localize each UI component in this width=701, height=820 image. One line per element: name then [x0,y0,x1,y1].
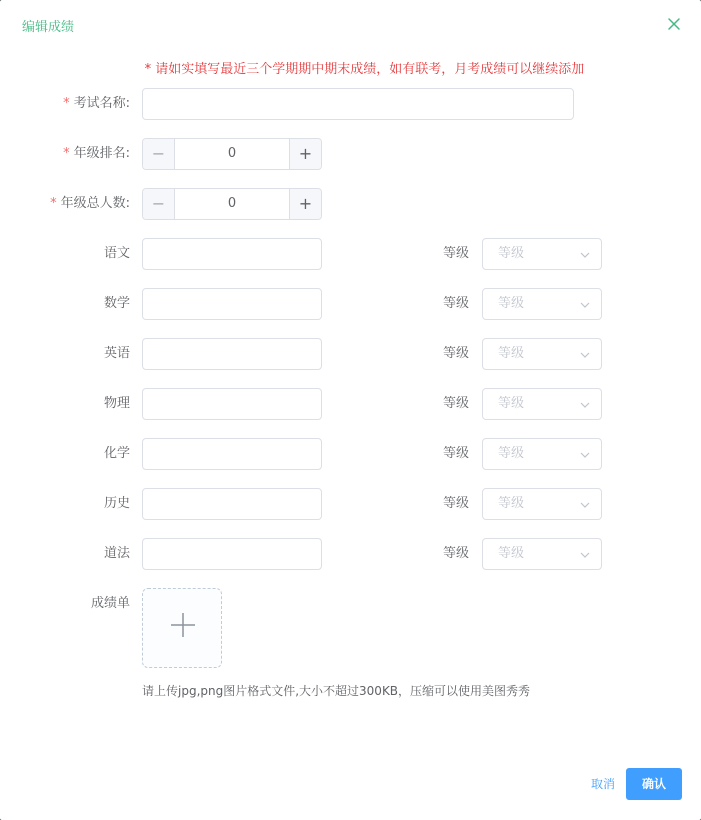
grade-level-label: 等级 [442,546,469,561]
dialog-title: 编辑成绩 [22,20,75,35]
grade-level-label: 等级 [442,346,469,361]
subject-label: 化学 [103,446,130,461]
subject-label: 英语 [103,346,130,361]
grade-level-select[interactable] [482,238,602,270]
subject-score-input[interactable] [142,288,322,320]
subject-score-input[interactable] [142,238,322,270]
grade-total-decrease-button[interactable]: − [143,189,175,219]
grade-level-placeholder: 等级 [498,396,525,411]
subject-score-input[interactable] [142,538,322,570]
grade-rank-label-text: 年级排名: [73,146,130,161]
subject-score-input[interactable] [142,388,322,420]
subject-row [0,338,701,370]
grade-level-placeholder: 等级 [498,346,525,361]
grade-total-row [0,188,701,220]
subject-label: 道法 [103,546,130,561]
grade-rank-stepper [142,138,322,170]
grade-level-label: 等级 [442,296,469,311]
subject-score-input[interactable] [142,338,322,370]
transcript-upload-button[interactable] [142,588,222,668]
exam-name-label [63,88,130,120]
confirm-button[interactable]: 确认 [626,768,682,800]
subject-label: 物理 [103,396,130,411]
grade-total-stepper [142,188,322,220]
grade-level-select[interactable] [482,538,602,570]
grade-level-label: 等级 [442,396,469,411]
chevron-down-icon [579,299,591,311]
grade-level-placeholder: 等级 [498,496,525,511]
grade-level-placeholder: 等级 [498,446,525,461]
plus-icon [169,611,197,639]
grade-rank-value[interactable]: 0 [227,146,237,161]
notice-text: * 请如实填写最近三个学期期中期末成绩，如有联考，月考成绩可以继续添加 [144,62,585,77]
exam-name-row [0,88,701,120]
cancel-button[interactable]: 取消 [580,768,626,800]
grade-total-value[interactable]: 0 [227,196,237,211]
grade-rank-row [0,138,701,170]
subject-row [0,488,701,520]
grade-rank-label [63,138,130,170]
subject-row [0,238,701,270]
required-mark: * [63,146,70,161]
required-mark: * [50,196,57,211]
subject-label: 语文 [103,246,130,261]
chevron-down-icon [579,549,591,561]
grade-level-select[interactable] [482,288,602,320]
subject-row [0,388,701,420]
required-mark: * [63,96,70,111]
upload-hint: 请上传jpg,png图片格式文件,大小不超过300KB，压缩可以使用美图秀秀 [142,684,531,698]
grade-level-placeholder: 等级 [498,246,525,261]
subject-label: 数学 [103,296,130,311]
subject-score-input[interactable] [142,438,322,470]
grade-level-select[interactable] [482,388,602,420]
grade-total-label-text: 年级总人数: [60,196,130,211]
chevron-down-icon [579,499,591,511]
subject-row [0,538,701,570]
grade-level-label: 等级 [442,246,469,261]
grade-level-select[interactable] [482,338,602,370]
grade-total-increase-button[interactable]: + [289,189,321,219]
subject-row [0,438,701,470]
grade-level-label: 等级 [442,496,469,511]
subject-label: 历史 [103,496,130,511]
subject-score-input[interactable] [142,488,322,520]
exam-name-input[interactable] [142,88,574,120]
chevron-down-icon [579,249,591,261]
grade-level-select[interactable] [482,488,602,520]
grade-level-label: 等级 [442,446,469,461]
chevron-down-icon [579,449,591,461]
grade-rank-increase-button[interactable]: + [289,139,321,169]
exam-name-label-text: 考试名称: [73,96,130,111]
chevron-down-icon [579,349,591,361]
grade-level-placeholder: 等级 [498,296,525,311]
close-icon [664,14,684,34]
chevron-down-icon [579,399,591,411]
grade-total-label [50,188,130,220]
subject-row [0,288,701,320]
grade-level-select[interactable] [482,438,602,470]
close-button[interactable] [664,14,684,34]
transcript-label: 成绩单 [90,596,130,611]
grade-level-placeholder: 等级 [498,546,525,561]
grade-rank-decrease-button[interactable]: − [143,139,175,169]
